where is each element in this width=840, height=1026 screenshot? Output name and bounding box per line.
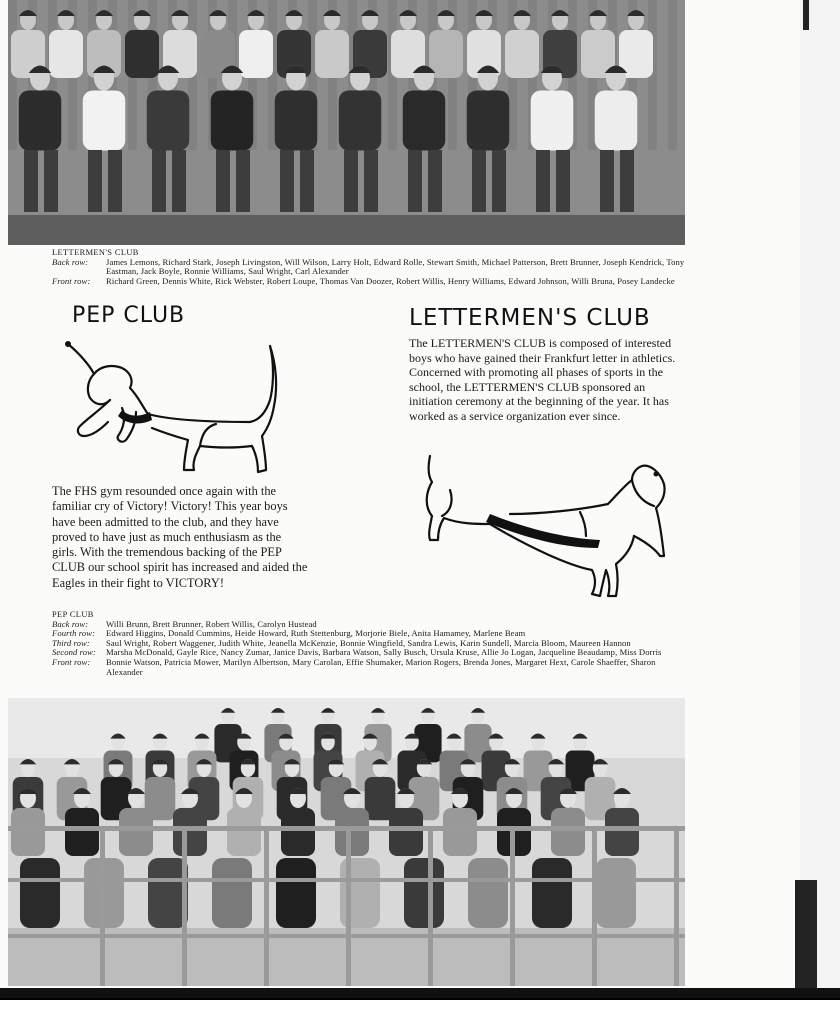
person-body xyxy=(125,30,159,78)
person-body xyxy=(595,91,638,151)
row-label: Back row: xyxy=(52,256,89,267)
page-edge xyxy=(800,0,840,1024)
person-body xyxy=(119,808,153,856)
row-names: Edward Higgins, Donald Cummins, Heide Howard, Ruth Stettenburg, Morjorie Biele, Anita Hamamey, Marlene Beam xyxy=(106,628,526,639)
dachshund-drawing-pep xyxy=(60,336,285,486)
row-label: Fourth row: xyxy=(52,628,96,639)
person-body xyxy=(315,30,349,78)
person-body xyxy=(403,91,446,151)
caption-row xyxy=(52,658,688,677)
row-label: Second row: xyxy=(52,647,96,658)
row-names: Richard Green, Dennis White, Rick Webster, Robert Loupe, Thomas Van Doozer, Robert Willis, Henry Williams, Edward Johnson, Willi Bruna, Posey Landecke xyxy=(106,275,675,286)
lettermen-club-heading: LETTERMEN'S CLUB xyxy=(409,305,651,331)
lettermen-caption xyxy=(52,248,692,286)
person-body xyxy=(339,91,382,151)
row-names: Saul Wright, Robert Waggener, Judith White, Jeanella McKenzie, Bonnie Wingfield, Sandra Lewis, Karin Sundell, Marcia Bloom, Maureen Hannon xyxy=(106,637,631,648)
scan-blank-strip xyxy=(0,998,840,1026)
row-names: James Lemons, Richard Stark, Joseph Livingston, Will Wilson, Larry Holt, Edward Rolle, Stewart Smith, Michael Patterson, Brett Brunner, Joseph Kendrick, Tony Eastman, Jack Boyle, Ronnie Williams, Saul Wright, Carl Alexander xyxy=(106,256,685,277)
person-body xyxy=(173,808,207,856)
person-body xyxy=(275,91,318,151)
person-body xyxy=(467,91,510,151)
person-body xyxy=(429,30,463,78)
person-body xyxy=(49,30,83,78)
lettermen-club-body: The LETTERMEN'S CLUB is composed of interested boys who have gained their Frankfurt letter in athletics. Concerned with promoting all phases of sports in the school, the LETTERMEN'S CLUB sponsored an initiation ceremony at the beginning of the year. It has worked as a service organization ever since. xyxy=(409,336,676,423)
person-body xyxy=(147,91,190,151)
row-label: Front row: xyxy=(52,656,91,667)
person-body xyxy=(19,91,62,151)
pep-club-body: The FHS gym resounded once again with the familiar cry of Victory! Victory! This year boys have been admitted to the club, and they have proved to have just as much enthusiasm as the girls. With the tremendous backing of the PEP CLUB our school spirit has increased and aided the Eagles in their fight to VICTORY! xyxy=(52,484,308,590)
person-body xyxy=(505,30,539,78)
scan-bottom-border xyxy=(0,988,840,998)
person-body xyxy=(551,808,585,856)
person-body xyxy=(65,808,99,856)
person-body xyxy=(335,808,369,856)
person-body xyxy=(11,808,45,856)
lettermen-caption-title: LETTERMEN'S CLUB xyxy=(52,248,139,257)
dachshund-drawing-lettermen xyxy=(420,452,672,602)
person-body xyxy=(389,808,423,856)
person-body xyxy=(443,808,477,856)
lettermen-group-photo xyxy=(8,0,685,245)
row-names: Marsha McDonald, Gayle Rice, Nancy Zumar, Janice Davis, Barbara Watson, Sally Busch, Ursula Kruse, Allie Jo Logan, Jacqueline Beaudamp, Miss Dorris xyxy=(106,647,662,658)
person-body xyxy=(531,91,574,151)
pep-caption-title: PEP CLUB xyxy=(52,610,94,619)
row-label: Third row: xyxy=(52,637,90,648)
pep-caption xyxy=(52,610,688,677)
caption-row xyxy=(52,277,692,287)
person-body xyxy=(227,808,261,856)
person-body xyxy=(239,30,273,78)
row-names: Willi Brunn, Brett Brunner, Robert Willis, Carolyn Hustead xyxy=(106,618,317,629)
pep-club-heading: PEP CLUB xyxy=(72,303,186,328)
person-body xyxy=(211,91,254,151)
pep-club-group-photo xyxy=(8,698,685,986)
row-label: Back row: xyxy=(52,618,89,629)
person-body xyxy=(83,91,126,151)
binding-edge-bottom xyxy=(795,880,817,988)
person-body xyxy=(605,808,639,856)
row-label: Front row: xyxy=(52,275,91,286)
row-names: Bonnie Watson, Patricia Mower, Marilyn Albertson, Mary Carolan, Effie Shumaker, Marion Rogers, Brenda Jones, Margaret Hext, Carole Shaeffer, Sharon Alexander xyxy=(106,656,656,677)
caption-row xyxy=(52,258,692,277)
person-body xyxy=(281,808,315,856)
binding-edge-top xyxy=(803,0,809,30)
